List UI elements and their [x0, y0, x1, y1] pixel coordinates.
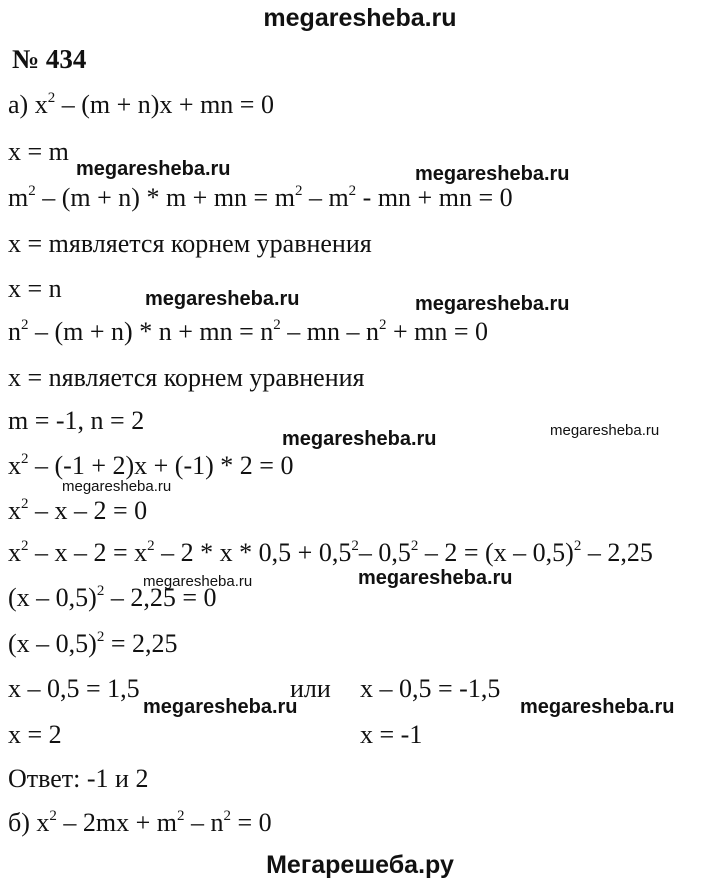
- watermark: megaresheba.ru: [520, 696, 675, 718]
- watermark: megaresheba.ru: [550, 422, 660, 439]
- line-4: x = mявляется корнем уравнения: [8, 229, 372, 258]
- line-13: (x – 0,5)$^2$ = 2,25: [8, 629, 178, 658]
- line-5: x = n: [8, 274, 62, 303]
- line-10: $x^2 - x - 2 = 0$: [8, 496, 148, 525]
- watermark: megaresheba.ru: [145, 288, 300, 310]
- problem-title: № 434: [12, 44, 87, 74]
- line-15-left: x = 2: [8, 720, 62, 749]
- line-2: x = m: [8, 137, 69, 166]
- line-1: а) $x^2 - (m + n)x$ + mn = 0: [8, 90, 274, 119]
- watermark: megaresheba.ru: [76, 158, 231, 180]
- site-header: megaresheba.ru: [263, 4, 457, 32]
- line-15-right: x = -1: [360, 720, 423, 749]
- watermark: megaresheba.ru: [415, 293, 570, 315]
- line-16-answer: Ответ: -1 и 2: [8, 764, 149, 793]
- line-7: x = nявляется корнем уравнения: [8, 363, 365, 392]
- line-8: m = -1, n = 2: [8, 406, 145, 435]
- line-12: (x – 0,5)$^2$ – 2,25 = 0: [8, 583, 217, 612]
- line-6: $n^2 - (m + n) * n$ + mn = $n^2$ – mn – $n^2$ + mn = 0: [8, 317, 489, 346]
- line-9: $x^2 - (-1 + 2)x + (-1) * 2 = 0$: [8, 451, 294, 480]
- watermark: megaresheba.ru: [358, 567, 513, 589]
- watermark: megaresheba.ru: [143, 696, 298, 718]
- site-footer: Мегарешеба.ру: [266, 851, 454, 879]
- line-14-right: x – 0,5 = -1,5: [360, 674, 501, 703]
- watermark: megaresheba.ru: [62, 478, 172, 495]
- line-14-or: или: [290, 674, 331, 703]
- watermark: megaresheba.ru: [415, 163, 570, 185]
- watermark: megaresheba.ru: [282, 428, 437, 450]
- line-3: $m^2 - (m + n) * m$ + mn = $m^2 - m^2$ - mn + mn = 0: [8, 183, 513, 212]
- watermark: megaresheba.ru: [143, 573, 253, 590]
- line-11: $x^2 - x - 2 = x^2 - 2 * x * 0,5 + 0,5^2-$ $0,5^2 - 2 = (x - 0,5)^2 - 2,25$: [8, 538, 653, 567]
- line-17: б) $x^2 - 2mx + m^2 - n^2 = 0$: [8, 808, 272, 837]
- line-14-left: x – 0,5 = 1,5: [8, 674, 140, 703]
